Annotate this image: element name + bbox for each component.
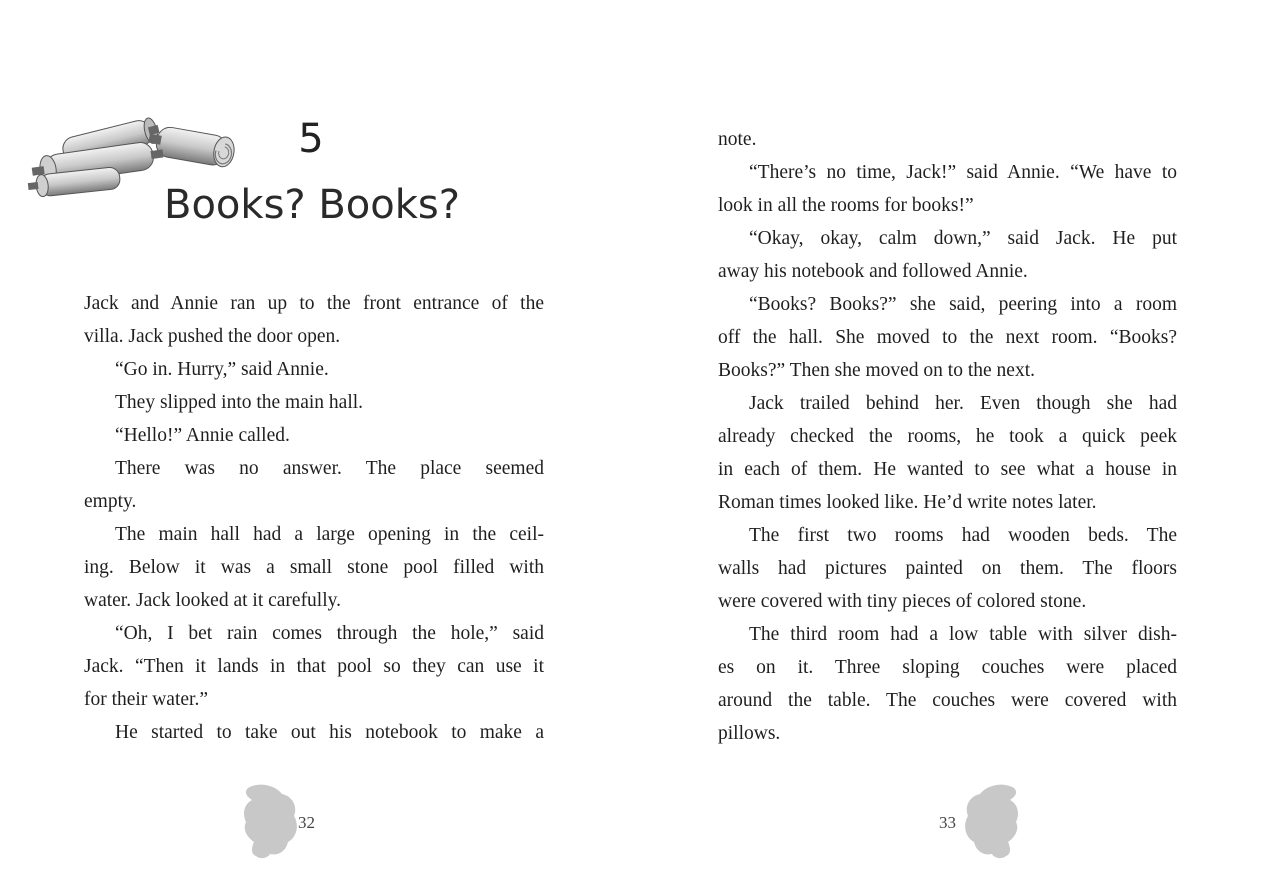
text-line: He started to take out his notebook to make a (115, 722, 544, 743)
chapter-title: Books? Books? (164, 182, 460, 228)
text-line: note. (718, 129, 757, 150)
text-line: were covered with tiny pieces of colored stone. (718, 591, 1087, 612)
left-page-body (84, 287, 544, 749)
text-line: “There’s no time, Jack!” said Annie. “We have to (749, 162, 1177, 183)
right-page (630, 0, 1263, 874)
text-line: villa. Jack pushed the door open. (84, 326, 341, 347)
text-line: Jack trailed behind her. Even though she had (749, 393, 1177, 414)
text-line: They slipped into the main hall. (115, 392, 364, 413)
text-line: There was no answer. The place seemed (115, 458, 544, 479)
text-line: Jack and Annie ran up to the front entrance of the (84, 293, 544, 314)
text-line: already checked the rooms, he took a quick peek (718, 426, 1177, 447)
text-line: The first two rooms had wooden beds. The (749, 525, 1177, 546)
volcano-silhouette-icon (240, 782, 302, 860)
text-line: Books?” Then she moved on to the next. (718, 360, 1035, 381)
text-line: water. Jack looked at it carefully. (84, 590, 342, 611)
text-line: in each of them. He wanted to see what a house in (718, 459, 1177, 480)
text-line: “Books? Books?” she said, peering into a room (749, 294, 1177, 315)
chapter-number: 5 (298, 116, 324, 162)
text-line: off the hall. She moved to the next room. “Books? (718, 327, 1177, 348)
text-line: “Oh, I bet rain comes through the hole,” said (115, 623, 544, 644)
page-number: 33 (939, 813, 956, 832)
right-page-body (718, 123, 1177, 750)
text-line: The third room had a low table with silver dish- (749, 624, 1177, 645)
text-line: “Hello!” Annie called. (115, 425, 290, 446)
text-line: empty. (84, 491, 137, 512)
text-line: “Go in. Hurry,” said Annie. (115, 359, 329, 380)
text-line: pillows. (718, 723, 781, 744)
text-line: walls had pictures painted on them. The floors (718, 558, 1177, 579)
left-page (0, 0, 630, 874)
text-line: ing. Below it was a small stone pool filled with (84, 557, 544, 578)
text-line: around the table. The couches were covered with (718, 690, 1177, 711)
page-number: 32 (298, 813, 315, 832)
text-line: “Okay, okay, calm down,” said Jack. He put (749, 228, 1177, 249)
text-line: es on it. Three sloping couches were placed (718, 657, 1177, 678)
text-line: Roman times looked like. He’d write notes later. (718, 492, 1097, 513)
volcano-silhouette-icon (960, 782, 1022, 860)
text-line: The main hall had a large opening in the ceil- (115, 524, 544, 545)
text-line: Jack. “Then it lands in that pool so they can use it (84, 656, 544, 677)
text-line: away his notebook and followed Annie. (718, 261, 1028, 282)
text-line: look in all the rooms for books!” (718, 195, 974, 216)
text-line: for their water.” (84, 689, 208, 710)
